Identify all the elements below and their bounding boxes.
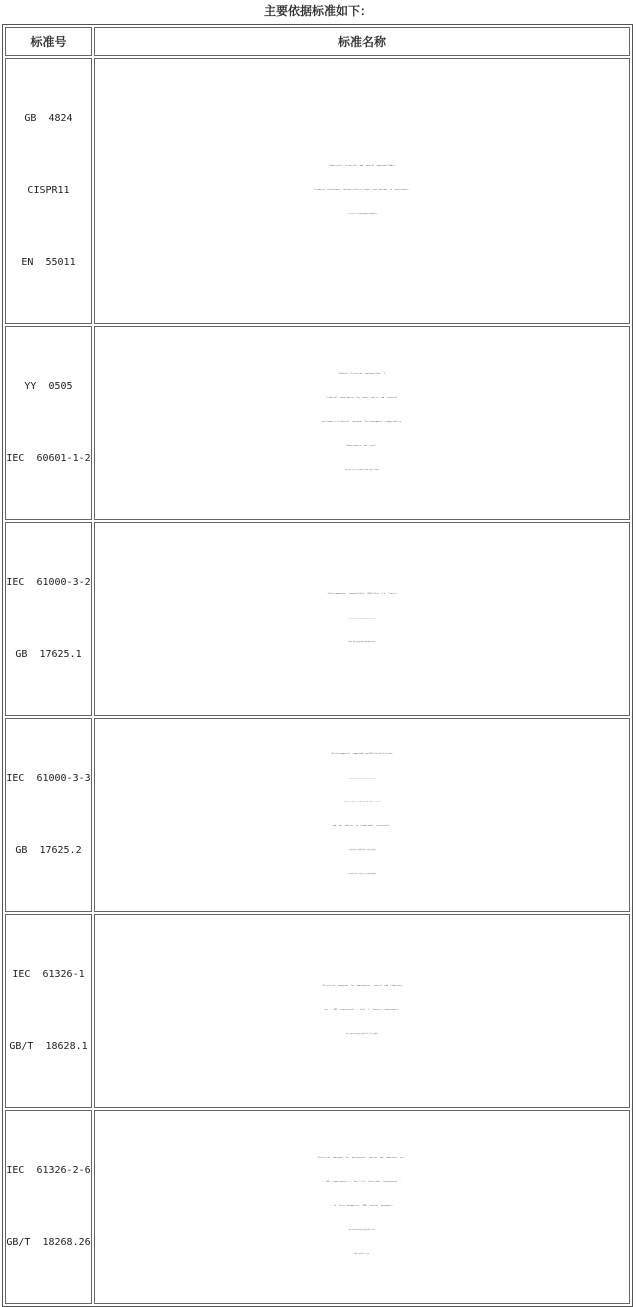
header-name: 标准名称 bbox=[94, 27, 630, 56]
standard-name-line: and not subject to conditional connection)》 bbox=[332, 826, 392, 827]
standard-name-cell bbox=[94, 58, 630, 324]
standard-name-line: 特殊要求 体外诊断（IVD）设备》 bbox=[354, 1254, 370, 1255]
header-code: 标准号 bbox=[5, 27, 92, 56]
standard-name-line: 《Medical electrical equipment-Part 1- bbox=[337, 374, 387, 375]
standard-name-line: 《Electrical equipment for measurement, control and laboratory use - bbox=[316, 1158, 408, 1159]
standard-name-line: - EMC requirements -- Part 2-6: Particular requirements - bbox=[322, 1182, 402, 1183]
standard-name-line: 《电磁兼容 限值 对每相额定电流≤16A且无条件接入的设备 bbox=[348, 850, 376, 851]
standard-code: IEC 61326-1 bbox=[12, 969, 85, 980]
standard-name-line: 《电磁兼容 限值 谐波电流发射限值（设备每相输入电流≤16A）》 bbox=[347, 642, 377, 643]
standard-code: GB 17625.2 bbox=[15, 845, 82, 856]
standard-name-line: 《测量、控制和实验室用的电设备 电磁兼容性要求 第1部分：通用要求》 bbox=[345, 1034, 379, 1035]
table-row bbox=[5, 522, 630, 716]
table-header-row bbox=[5, 27, 630, 56]
standard-code-cell bbox=[5, 718, 92, 912]
table-row bbox=[5, 1110, 630, 1304]
standard-name-line: - In vitro diagnostic (IVD) medical equipment》 bbox=[330, 1206, 394, 1207]
standard-name-line bbox=[95, 791, 629, 815]
standard-code: GB 17625.1 bbox=[15, 649, 82, 660]
standard-code-cell bbox=[5, 58, 92, 324]
table-row bbox=[5, 718, 630, 912]
standard-name-line: 《医用电气设备 第1-2部分：安全通用要求 并列标准：电磁兼容 要求和试验》 bbox=[344, 470, 380, 471]
table-row bbox=[5, 914, 630, 1108]
standard-name-line: performance- Collateral standard: Electromagnetic compatibility- bbox=[321, 422, 403, 423]
standard-code: IEC 61000-3-2 bbox=[6, 577, 91, 588]
standard-name-line: 《Industrial, scientific and medical equipment-Radio- bbox=[328, 166, 396, 167]
standard-name-line: 在公用低压供电系统中产生的电压变化、电压波动和闪烁的限制》 bbox=[347, 874, 377, 875]
standard-name-cell bbox=[94, 1110, 630, 1304]
standard-name-line bbox=[95, 607, 629, 631]
standard-name-line: use - EMC requirements - Part 1: General requirements》 bbox=[324, 1010, 400, 1011]
standard-code: IEC 61000-3-3 bbox=[6, 773, 91, 784]
standard-name-cell bbox=[94, 326, 630, 520]
standard-name-line: 2:General requirements for basic safety and essential bbox=[326, 398, 398, 399]
standard-code: GB 4824 bbox=[24, 113, 73, 124]
standard-code: GB/T 18628.1 bbox=[9, 1041, 88, 1052]
standard-name-cell bbox=[94, 522, 630, 716]
table-row bbox=[5, 326, 630, 520]
standard-name-line: Requirements and tests》 bbox=[346, 446, 378, 447]
standard-name-line: frequency disturbance characteristics- Limits and methods of measurement》 bbox=[314, 190, 410, 191]
table-row bbox=[5, 58, 630, 324]
standard-code-cell bbox=[5, 522, 92, 716]
standard-code: GB/T 18268.26 bbox=[6, 1237, 91, 1248]
standard-code-cell bbox=[5, 326, 92, 520]
page-heading: 主要依据标准如下： bbox=[263, 4, 372, 18]
standard-name-cell bbox=[94, 914, 630, 1108]
standard-code: IEC 60601-1-2 bbox=[6, 453, 91, 464]
standard-name-line: 《Electromagnetic compatibility (EMC)-Part 3-2: Limits- bbox=[326, 594, 398, 595]
standard-name-line: 《测量、控制和实验室用的电设备 电磁兼容性要求 第26部分： bbox=[347, 1230, 377, 1231]
standard-code: CISPR11 bbox=[27, 185, 70, 196]
standard-name-line: 《Electromagnetic compatibility(EMC)-Part3-3:Limits- bbox=[330, 754, 394, 755]
standard-name-line: 《工业、科学和医疗（ISM）射频设备电磁骚扰特性 限值和测量方法》 bbox=[346, 214, 378, 215]
standard-code: EN 55011 bbox=[21, 257, 76, 268]
standard-code-cell bbox=[5, 1110, 92, 1304]
standard-code-cell bbox=[5, 914, 92, 1108]
standard-name-cell bbox=[94, 718, 630, 912]
standard-code: YY 0505 bbox=[24, 381, 73, 392]
standards-table bbox=[2, 24, 633, 1307]
standard-name-line bbox=[95, 767, 629, 791]
standard-code: IEC 61326-2-6 bbox=[6, 1165, 91, 1176]
standard-name-line: 《Electrical equipment for measurement, control and laboratory bbox=[321, 986, 403, 987]
